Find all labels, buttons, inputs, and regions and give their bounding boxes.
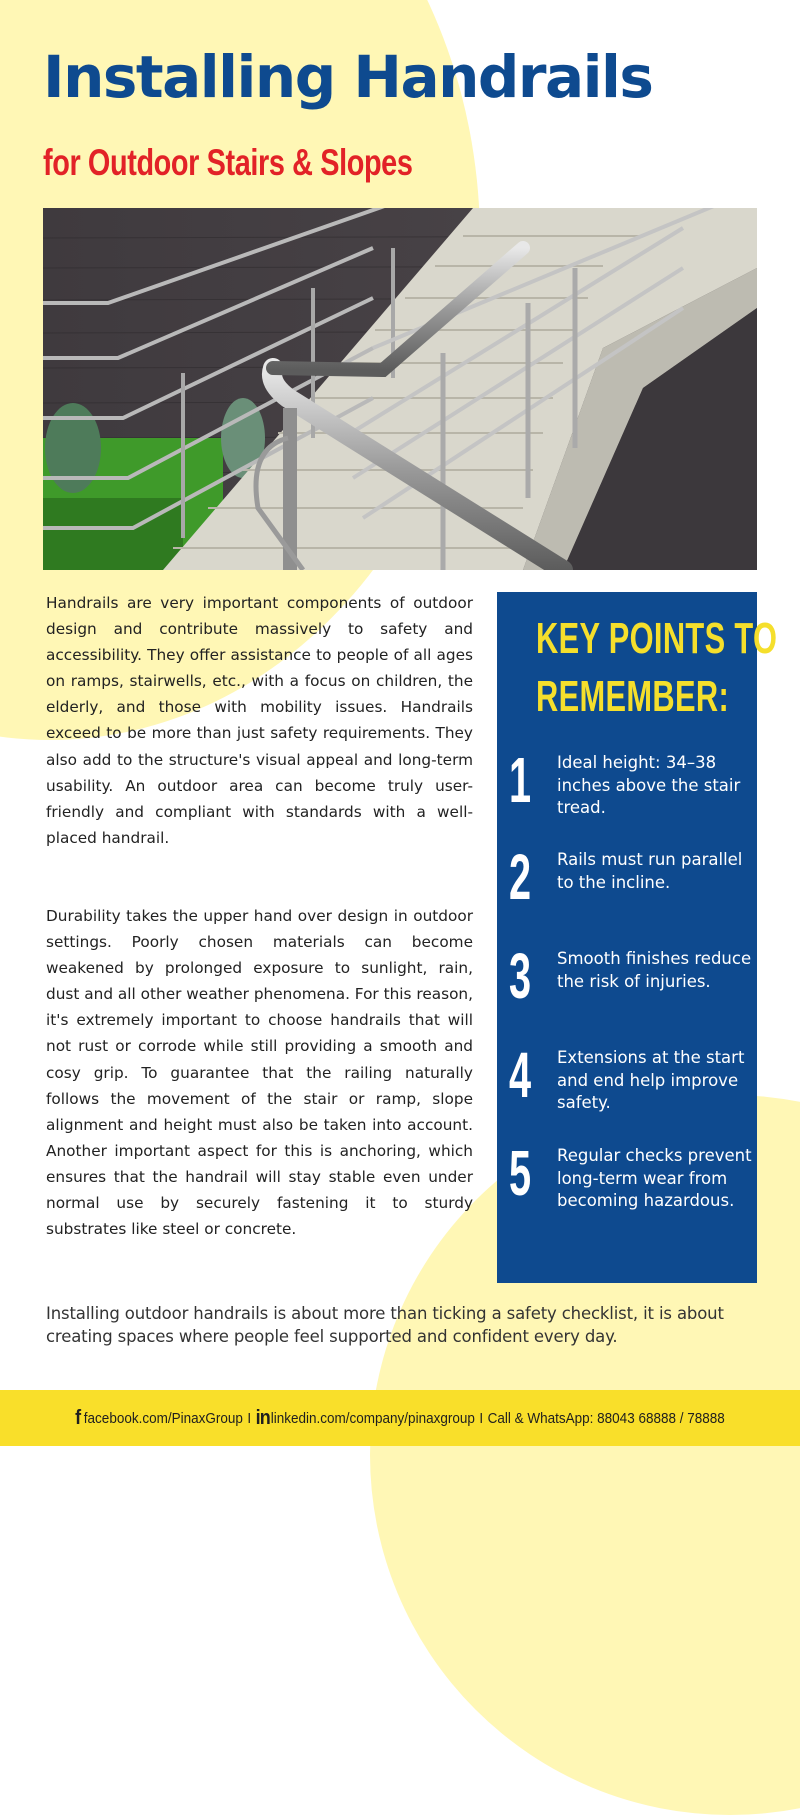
key-point-text: Extensions at the start and end help improve safety.: [557, 1048, 745, 1112]
durability-paragraph: Durability takes the upper hand over design in outdoor settings. Poorly chosen materials can become weakened by prolonged exposure to sunlight, rain, dust and all other weather phenomena. For this reason, it's extremely important to choose handrails that will not rust or corrode while still providing a smooth and cosy grip. To guarantee that the railing naturally follows the movement of the stair or ramp, slope alignment and height must also be taken into account. Another important aspect for this is anchoring, which ensures that the handrail will stay stable even under normal use by securely fastening it to sturdy substrates like steel or concrete.: [46, 907, 473, 1239]
key-point-number: 3: [509, 940, 532, 1012]
facebook-link[interactable]: facebook.com/PinaxGroup: [83, 1409, 243, 1427]
footer-contact-bar: [0, 1390, 800, 1446]
key-points-panel: [497, 592, 778, 1283]
key-point-text: Regular checks prevent long-term wear from becoming hazardous.: [557, 1146, 752, 1210]
key-point-number: 5: [509, 1137, 532, 1209]
page-subtitle: for Outdoor Stairs & Slopes: [43, 142, 413, 183]
key-point-text: Smooth finishes reduce the risk of injuries.: [557, 949, 752, 991]
linkedin-link[interactable]: linkedin.com/company/pinaxgroup: [270, 1409, 475, 1427]
key-points-title-line1: KEY POINTS TO: [536, 614, 778, 663]
key-points-title-line2: REMEMBER:: [536, 672, 730, 721]
key-point-number: 4: [509, 1039, 532, 1111]
separator: I: [247, 1409, 252, 1427]
page-title: Installing Handrails: [43, 43, 653, 111]
key-point-text: Ideal height: 34–38 inches above the stair tread.: [557, 753, 741, 817]
closing-statement: Installing outdoor handrails is about more than ticking a safety checklist, it is about creating spaces where people feel supported and confident every day.: [46, 1304, 724, 1346]
key-point-number: 2: [509, 841, 532, 913]
hero-image-staircase: [43, 208, 757, 570]
contact-phone: Call & WhatsApp: 88043 68888 / 78888: [487, 1409, 725, 1427]
intro-paragraph: Handrails are very important components of outdoor design and contribute massively to safety and accessibility. They offer assistance to people of all ages on ramps, stairwells, etc., with a focus on children, the elderly, and those with mobility issues. Handrails exceed to be more than just safety requirements. They also add to the structure's visual appeal and long-term usability. An outdoor area can become truly user-friendly and compliant with standards with a well-placed handrail.: [46, 594, 473, 847]
key-point-text: Rails must run parallel to the incline.: [557, 850, 743, 892]
facebook-icon: f: [75, 1406, 82, 1429]
linkedin-icon: in: [255, 1406, 270, 1429]
key-point-number: 1: [509, 744, 532, 816]
separator: I: [479, 1409, 484, 1427]
